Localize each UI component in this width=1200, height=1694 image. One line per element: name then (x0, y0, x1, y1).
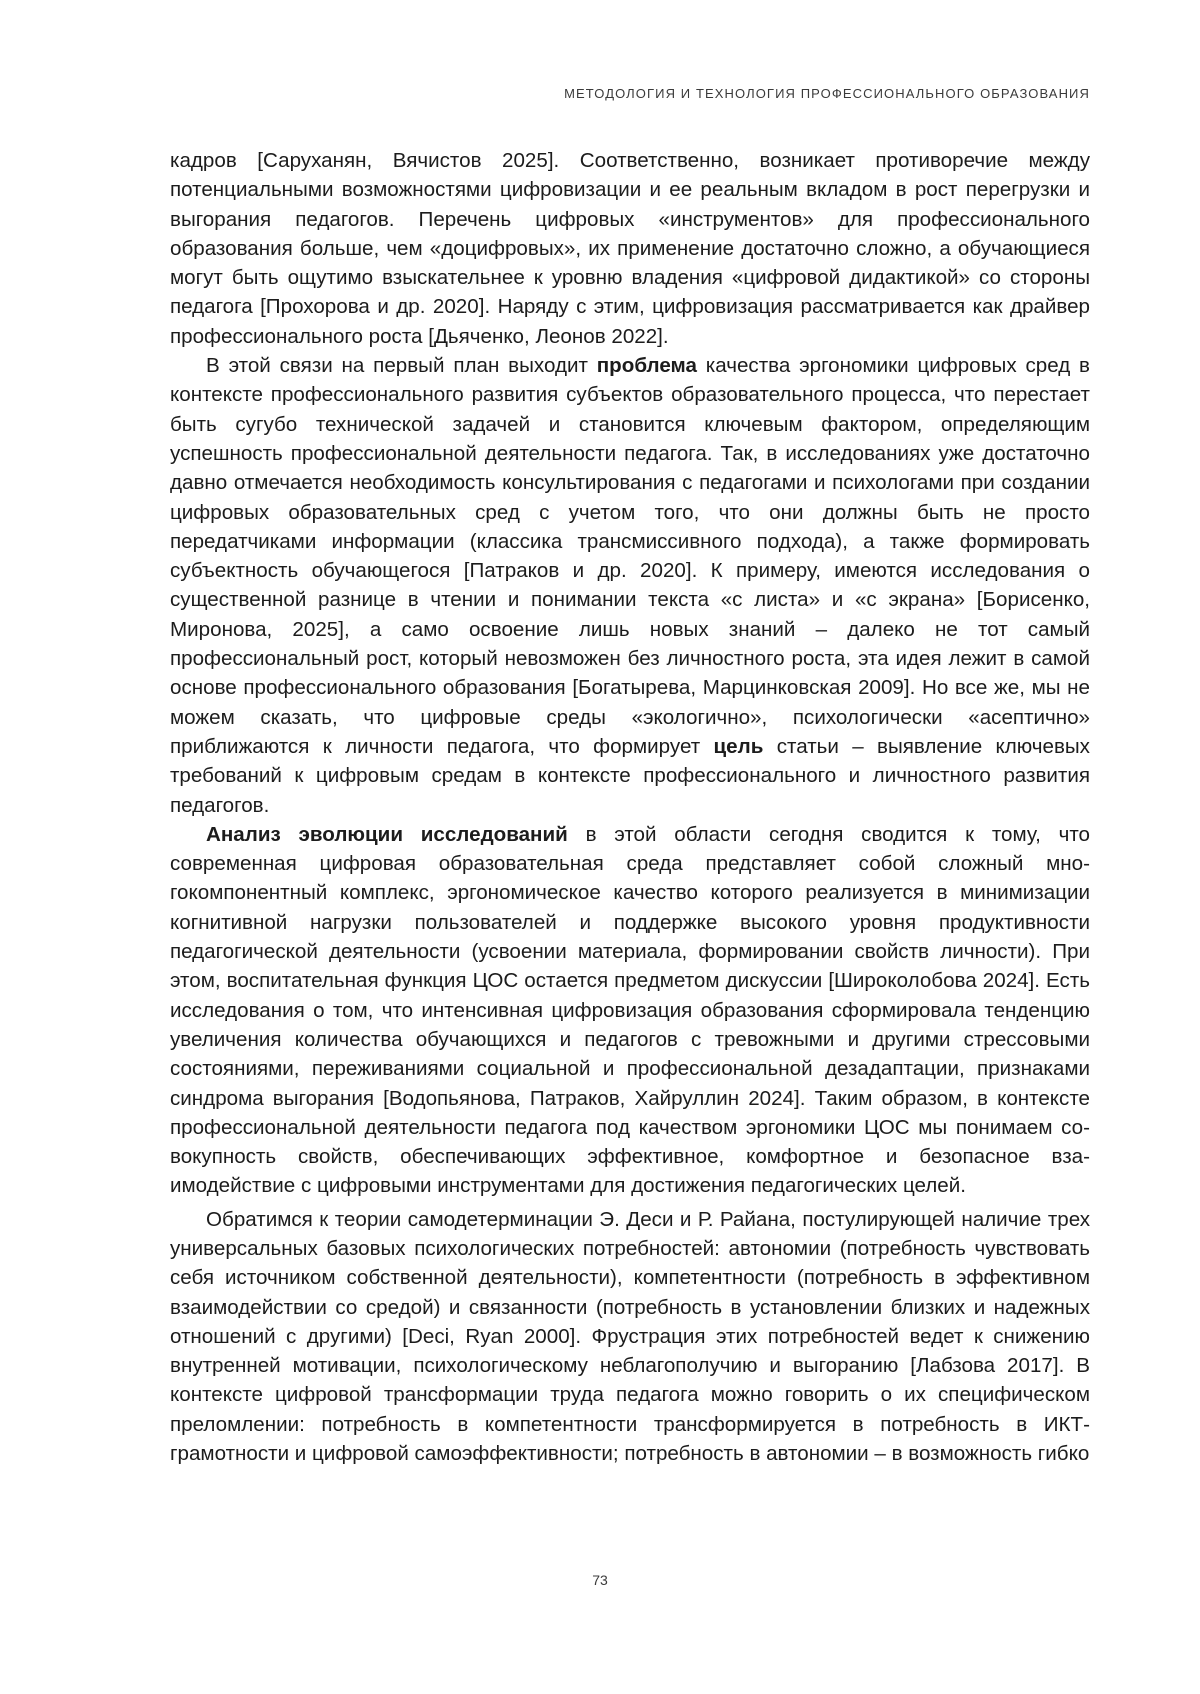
paragraph-3-text: в этой области сегодня сводится к тому, что современная цифровая образовательная среда представляет собой сложный многокомпонентный комплекс, эргономическое качество которого реализуется в минимизации когнитивной нагрузки пользователей и поддержке высокого уровня продуктивности педагогической деятельности (усвоении материала, формировании свойств личности). При этом, воспитательная функция ЦОС остается предметом дискуссии [Широколобова 2024]. Есть исследования о том, что интенсивная цифровизация образования сформировала тенденцию увеличения количества обучающихся и педагогов с тревожными и другими стрессовыми состояниями, переживаниями социальной и профессиональной дезадаптации, признаками синдрома выгорания [Водопьянова, Патраков, Хайруллин 2024]. Таким образом, в контексте профессиональной деятельности педагога под качеством эргономики ЦОС мы понимаем совокупность свойств, обеспечивающих эффективное, комфортное и безопасное взаимодействие с цифровыми инструментами для достижения педагогических целей. (170, 822, 1090, 1198)
paragraph-4: Обратимся к теории самодетерминации Э. Деси и Р. Райана, постулирующей наличие трех универсальных базовых психологических потребностей: автономии (потребность чувствовать себя источником собственной деятельности), компетентности (потребность в эффективном взаимодействии со средой) и связанности (потребность в установлении близких и надежных отношений с другими) [Deci, Ryan 2000]. Фрустрация этих потребностей ведет к снижению внутренней мотивации, психологическому неблагополучию и выгоранию [Лабзова 2017]. В контексте цифровой трансформации труда педагога можно говорить о их специфическом преломлении: потребность в компетентности трансформируется в потребность в ИКТ-грамотности и цифровой самоэффективности; потребность в автономии – в возможность гибко (170, 1207, 1090, 1466)
article-body (170, 146, 1090, 1468)
keyword-goal: цель (713, 734, 764, 758)
paragraph-2-text-b: качества эргономики цифровых сред в контексте профессионального развития субъектов образовательного процесса, что перестает быть сугубо технической задачей и становится ключевым фактором, определяющим успешность профессиональной деятельности педагога. Так, в исследованиях уже достаточно давно отмечается необходимость консультирования с педагогами и психологами при создании цифровых образовательных сред с учетом того, что они должны быть не просто передатчиками информации (классика трансмиссивного подхода), а также формировать субъектность обучающегося [Патраков и др. 2020]. К примеру, имеются исследования о существенной разнице в чтении и понимании текста «с листа» и «с экрана» [Борисенко, Миронова, 2025], а само освоение лишь новых знаний – далеко не тот самый профессиональный рост, который невозможен без личностного роста, эта идея лежит в самой основе профессионального образования [Богатырева, Марцинковская 2009]. Но все же, мы не можем сказать, что цифровые среды «экологично», психологически «асептично» приближаются к личности педагога, что формирует (170, 354, 1090, 758)
paragraph-1: кадров [Саруханян, Вячистов 2025]. Соответственно, возникает противоречие между потенциальными возможностями цифровизации и ее реальным вкладом в рост перегрузки и выгорания педагогов. Перечень цифровых «инструментов» для профессионального образования больше, чем «доцифровых», их применение достаточно сложно, а обучающиеся могут быть ощутимо взыскательнее к уровню владения «цифровой дидактикой» со стороны педагога [Прохорова и др. 2020]. Наряду с этим, цифровизация рассматривается как драйвер профессионального роста [Дьяченко, Леонов 2022]. (170, 149, 1090, 348)
paragraph-2-text-a: В этой связи на первый план выходит (206, 354, 597, 378)
paragraph-2 (170, 351, 1090, 820)
keyword-problem: проблема (596, 354, 697, 378)
keyword-analysis: Анализ эволюции исследований (206, 822, 568, 846)
page-number: 73 (592, 1572, 608, 1588)
paragraph-3 (170, 820, 1090, 1201)
paragraph-2-text-c: статьи – выявление ключевых требований к цифровым средам в контексте профессионального и личностного развития педагогов. (170, 734, 1090, 817)
running-head-title: МЕТОДОЛОГИЯ И ТЕХНОЛОГИЯ ПРОФЕССИОНАЛЬНОГО ОБРАЗОВАНИЯ (564, 86, 1090, 101)
